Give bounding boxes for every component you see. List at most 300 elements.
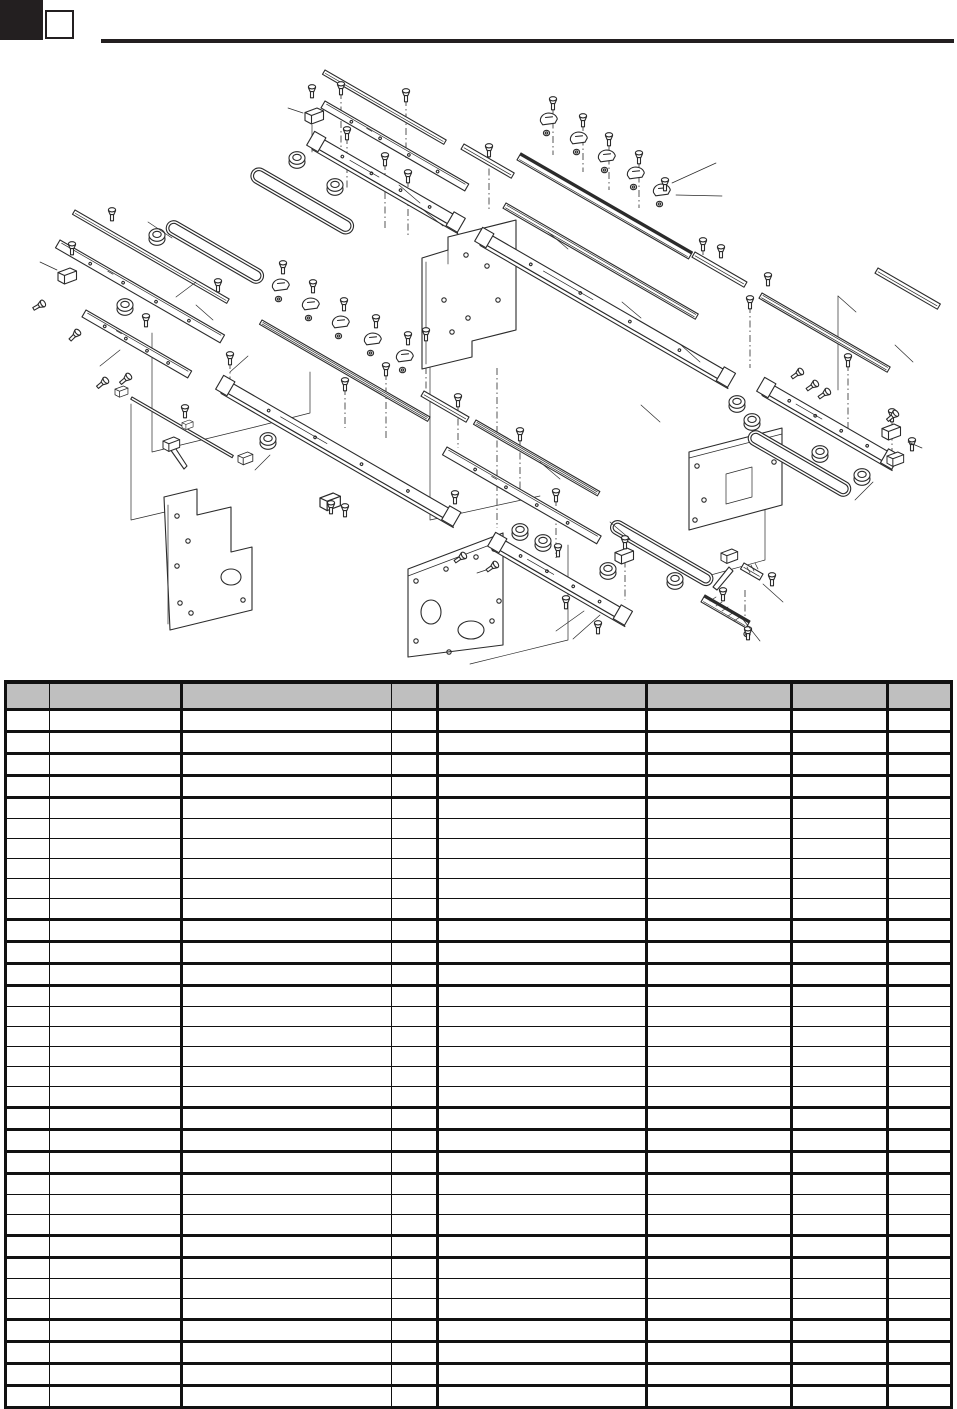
flat-head-screw (142, 314, 149, 327)
clamp-block (115, 386, 128, 397)
table-cell (392, 754, 438, 776)
table-cell (888, 1027, 952, 1047)
table-cell (6, 1174, 50, 1195)
leader-line (741, 617, 760, 641)
table-cell (647, 732, 792, 754)
table-cell (888, 1047, 952, 1067)
dome-cap (302, 298, 319, 310)
flat-head-screw (764, 273, 771, 286)
table-cell (792, 1130, 888, 1152)
link-bar (701, 595, 750, 628)
roller-grommet (744, 414, 760, 431)
table-cell (438, 1342, 647, 1364)
table-cell (647, 986, 792, 1007)
table-cell (647, 964, 792, 986)
table-cell (182, 1215, 392, 1236)
table-header-row (6, 682, 952, 710)
flat-head-screw (382, 363, 389, 376)
flat-head-screw (579, 114, 586, 127)
leader-line (255, 455, 270, 470)
table-row (6, 942, 952, 964)
table-cell (438, 1047, 647, 1067)
table-cell (392, 1174, 438, 1195)
flat-head-screw (327, 501, 334, 514)
table-cell (792, 1279, 888, 1299)
table-cell (6, 819, 50, 839)
table-cell (392, 1364, 438, 1386)
table-cell (792, 1320, 888, 1342)
clamp-block (238, 452, 253, 465)
table-row (6, 1299, 952, 1320)
table-cell (6, 1236, 50, 1258)
table-cell (182, 1174, 392, 1195)
table-cell (50, 754, 182, 776)
table-cell (888, 964, 952, 986)
table-cell (888, 1130, 952, 1152)
table-row (6, 986, 952, 1007)
table-row (6, 1195, 952, 1215)
table-cell (182, 776, 392, 798)
table-cell (792, 1258, 888, 1279)
table-cell (392, 859, 438, 879)
table-cell (392, 1087, 438, 1108)
table-cell (438, 1130, 647, 1152)
flat-strip (875, 268, 940, 309)
table-cell (647, 776, 792, 798)
table-cell (438, 839, 647, 859)
table-cell (438, 1108, 647, 1130)
flat-head-screw (562, 596, 569, 609)
flat-head-screw (32, 299, 47, 312)
table-cell (392, 986, 438, 1007)
table-cell (392, 1130, 438, 1152)
table-cell (888, 798, 952, 819)
flat-head-screw (719, 588, 726, 601)
table-cell (888, 1299, 952, 1320)
flat-head-screw (621, 536, 628, 549)
table-cell (647, 859, 792, 879)
table-cell (438, 1236, 647, 1258)
table-cell (792, 899, 888, 920)
table-cell (647, 1364, 792, 1386)
table-cell (182, 899, 392, 920)
roller-grommet (260, 433, 276, 450)
flat-head-screw (341, 504, 348, 517)
chapter-corner-tab (0, 0, 43, 40)
table-row (6, 1342, 952, 1364)
table-cell (647, 899, 792, 920)
table-cell (50, 1279, 182, 1299)
table-cell (438, 776, 647, 798)
table-cell (50, 986, 182, 1007)
table-row (6, 732, 952, 754)
table-cell (392, 819, 438, 839)
table-cell (438, 1279, 647, 1299)
flat-head-screw (108, 208, 115, 221)
table-row (6, 1258, 952, 1279)
table-cell (182, 1342, 392, 1364)
roller-grommet (854, 469, 870, 486)
table-cell (647, 710, 792, 732)
side-plate (408, 533, 503, 657)
table-cell (6, 1258, 50, 1279)
table-cell (50, 710, 182, 732)
table-cell (182, 964, 392, 986)
table-cell (888, 1364, 952, 1386)
table-cell (50, 1087, 182, 1108)
table-row (6, 1236, 952, 1258)
table-cell (182, 1108, 392, 1130)
table-cell (438, 754, 647, 776)
table-cell (392, 1299, 438, 1320)
flat-head-screw (181, 405, 188, 418)
table-cell (792, 1174, 888, 1195)
roller-grommet (512, 524, 528, 541)
table-cell (182, 819, 392, 839)
table-cell (438, 1215, 647, 1236)
table-cell (6, 1130, 50, 1152)
flat-head-screw (340, 298, 347, 311)
table-cell (6, 839, 50, 859)
table-cell (438, 732, 647, 754)
exploded-parts-diagram (0, 44, 957, 680)
flat-head-screw (451, 491, 458, 504)
table-cell (647, 1215, 792, 1236)
table-cell (6, 859, 50, 879)
table-cell (182, 732, 392, 754)
dome-cap (364, 333, 381, 345)
table-cell (792, 1087, 888, 1108)
flat-head-screw (594, 621, 601, 634)
table-cell (6, 710, 50, 732)
table-cell (647, 1108, 792, 1130)
table-cell (392, 798, 438, 819)
side-plate (164, 489, 252, 630)
table-row (6, 1386, 952, 1408)
leader-line (176, 282, 196, 297)
flat-head-screw (549, 97, 556, 110)
table-cell (6, 964, 50, 986)
table-cell (888, 942, 952, 964)
flat-head-screw (309, 280, 316, 293)
flat-head-screw (554, 544, 561, 557)
table-cell (50, 1342, 182, 1364)
table-cell (888, 1236, 952, 1258)
roller-grommet (667, 573, 683, 590)
hex-nut (367, 350, 373, 355)
flat-head-screw (635, 151, 642, 164)
flat-head-screw (402, 89, 409, 102)
flat-head-screw (699, 238, 706, 251)
table-row (6, 1047, 952, 1067)
table-cell (438, 899, 647, 920)
table-cell (438, 1067, 647, 1087)
table-cell (647, 1047, 792, 1067)
flat-head-screw (404, 170, 411, 183)
table-cell (392, 1047, 438, 1067)
table-cell (438, 1320, 647, 1342)
table-cell (647, 1130, 792, 1152)
table-cell (888, 710, 952, 732)
table-cell (6, 1299, 50, 1320)
table-cell (647, 1236, 792, 1258)
table-cell (792, 1386, 888, 1408)
leader-line (676, 195, 722, 196)
hex-nut (601, 167, 607, 172)
table-cell (438, 1174, 647, 1195)
table-cell (182, 839, 392, 859)
dome-cap (396, 350, 413, 362)
table-cell (888, 1195, 952, 1215)
table-cell (50, 1236, 182, 1258)
table-cell (6, 1342, 50, 1364)
table-cell (438, 1152, 647, 1174)
table-cell (392, 964, 438, 986)
flat-strip (474, 420, 600, 496)
roller-grommet (729, 396, 745, 413)
table-cell (438, 879, 647, 899)
table-cell (438, 710, 647, 732)
table-cell (647, 1342, 792, 1364)
dome-cap (627, 167, 644, 179)
flat-head-screw (516, 428, 523, 441)
table-row (6, 1108, 952, 1130)
table-cell (647, 1007, 792, 1027)
table-cell (792, 1195, 888, 1215)
table-cell (182, 1067, 392, 1087)
table-row (6, 1152, 952, 1174)
table-cell (50, 839, 182, 859)
table-cell (888, 1386, 952, 1408)
table-cell (792, 920, 888, 942)
table-cell (182, 1152, 392, 1174)
table-cell (888, 1087, 952, 1108)
drive-belt (248, 165, 356, 237)
leader-line (288, 108, 303, 113)
table-cell (50, 1258, 182, 1279)
table-cell (792, 1007, 888, 1027)
table-cell (438, 964, 647, 986)
table-cell (6, 1195, 50, 1215)
table-cell (182, 710, 392, 732)
table-cell (50, 1130, 182, 1152)
table-cell (647, 1195, 792, 1215)
flat-head-screw (404, 332, 411, 345)
table-cell (792, 1047, 888, 1067)
flat-head-screw (337, 82, 344, 95)
table-cell (182, 1130, 392, 1152)
table-cell (182, 1279, 392, 1299)
table-cell (888, 1279, 952, 1299)
table-row (6, 920, 952, 942)
table-cell (50, 1174, 182, 1195)
table-cell (647, 1299, 792, 1320)
table-cell (792, 1108, 888, 1130)
table-cell (50, 859, 182, 879)
leader-line (40, 262, 57, 270)
table-row (6, 1067, 952, 1087)
table-cell (182, 1364, 392, 1386)
table-cell (438, 1258, 647, 1279)
leader-line (895, 345, 913, 362)
table-cell (392, 1215, 438, 1236)
table-cell (50, 776, 182, 798)
table-cell (792, 754, 888, 776)
table-row (6, 710, 952, 732)
table-row (6, 819, 952, 839)
leader-line (230, 356, 248, 372)
table-cell (392, 839, 438, 859)
table-cell (792, 732, 888, 754)
table-cell (50, 879, 182, 899)
table-row (6, 1007, 952, 1027)
table-cell (792, 1152, 888, 1174)
table-cell (438, 920, 647, 942)
roller-grommet (289, 152, 305, 169)
table-cell (50, 1364, 182, 1386)
table-cell (182, 1258, 392, 1279)
table-cell (50, 1108, 182, 1130)
table-cell (888, 899, 952, 920)
table-cell (6, 879, 50, 899)
roller-grommet (812, 446, 828, 463)
table-cell (888, 819, 952, 839)
table-cell (182, 1299, 392, 1320)
table-cell (888, 1067, 952, 1087)
table-cell (392, 1067, 438, 1087)
table-row (6, 899, 952, 920)
parts-table (4, 680, 953, 1409)
table-cell (392, 1342, 438, 1364)
table-row (6, 1027, 952, 1047)
table-cell (438, 798, 647, 819)
roller-grommet (600, 563, 616, 580)
table-cell (6, 1279, 50, 1299)
table-cell (392, 1258, 438, 1279)
table-cell (6, 754, 50, 776)
table-cell (392, 942, 438, 964)
table-cell (647, 942, 792, 964)
table-cell (182, 986, 392, 1007)
table-cell (888, 1320, 952, 1342)
table-cell (182, 1386, 392, 1408)
flat-head-screw (552, 489, 559, 502)
table-cell (792, 1215, 888, 1236)
flat-head-screw (68, 328, 82, 342)
table-cell (792, 1067, 888, 1087)
table-cell (888, 839, 952, 859)
table-row (6, 1279, 952, 1299)
flat-head-screw (372, 315, 379, 328)
table-cell (182, 1195, 392, 1215)
table-cell (50, 1320, 182, 1342)
table-cell (50, 819, 182, 839)
table-cell (182, 798, 392, 819)
flat-head-screw (341, 378, 348, 391)
table-cell (50, 964, 182, 986)
table-cell (392, 920, 438, 942)
table-cell (647, 1279, 792, 1299)
table-cell (6, 899, 50, 920)
table-cell (888, 1007, 952, 1027)
flat-strip (741, 563, 764, 580)
flat-head-screw (381, 153, 388, 166)
table-cell (50, 1215, 182, 1236)
table-cell (6, 942, 50, 964)
table-row (6, 1320, 952, 1342)
leader-line (556, 611, 584, 631)
table-cell (182, 1236, 392, 1258)
table-cell (6, 1320, 50, 1342)
table-cell (50, 1152, 182, 1174)
leader-line (641, 405, 660, 422)
table-cell (888, 732, 952, 754)
table-cell (6, 1067, 50, 1087)
table-cell (182, 859, 392, 879)
leader-line (838, 296, 856, 312)
table-cell (182, 879, 392, 899)
flat-head-screw (605, 133, 612, 146)
table-cell (792, 942, 888, 964)
roller-grommet (149, 229, 165, 246)
table-cell (647, 920, 792, 942)
table-row (6, 839, 952, 859)
clamp-block (182, 420, 193, 430)
table-cell (647, 754, 792, 776)
flat-head-screw (790, 367, 805, 380)
dome-cap (653, 184, 670, 196)
table-cell (438, 1195, 647, 1215)
flat-head-screw (817, 387, 832, 400)
table-cell (50, 942, 182, 964)
clamp-block (615, 548, 634, 564)
table-cell (438, 1027, 647, 1047)
table-cell (182, 1027, 392, 1047)
flat-head-screw (118, 372, 133, 386)
hex-nut (656, 201, 662, 206)
flat-head-screw (226, 352, 233, 365)
table-cell (888, 1258, 952, 1279)
table-cell (888, 920, 952, 942)
table-cell (392, 1320, 438, 1342)
flat-strip (759, 293, 890, 372)
table-row (6, 1174, 952, 1195)
header-rule (101, 39, 954, 43)
table-cell (50, 899, 182, 920)
table-cell (888, 1174, 952, 1195)
table-cell (6, 1215, 50, 1236)
table-cell (6, 1007, 50, 1027)
flat-head-screw (717, 245, 724, 258)
roller-grommet (117, 299, 133, 316)
lever (713, 567, 733, 590)
table-cell (888, 859, 952, 879)
table-cell (6, 1108, 50, 1130)
leader-line (196, 305, 213, 320)
table-cell (6, 732, 50, 754)
table-row (6, 964, 952, 986)
table-cell (182, 942, 392, 964)
table-cell (792, 986, 888, 1007)
table-cell (647, 1386, 792, 1408)
table-header-cell-7 (792, 682, 888, 710)
clamp-block (305, 108, 324, 124)
table-cell (792, 1364, 888, 1386)
hex-nut (335, 333, 341, 338)
table-cell (888, 1108, 952, 1130)
table-cell (6, 1027, 50, 1047)
table-row (6, 1215, 952, 1236)
